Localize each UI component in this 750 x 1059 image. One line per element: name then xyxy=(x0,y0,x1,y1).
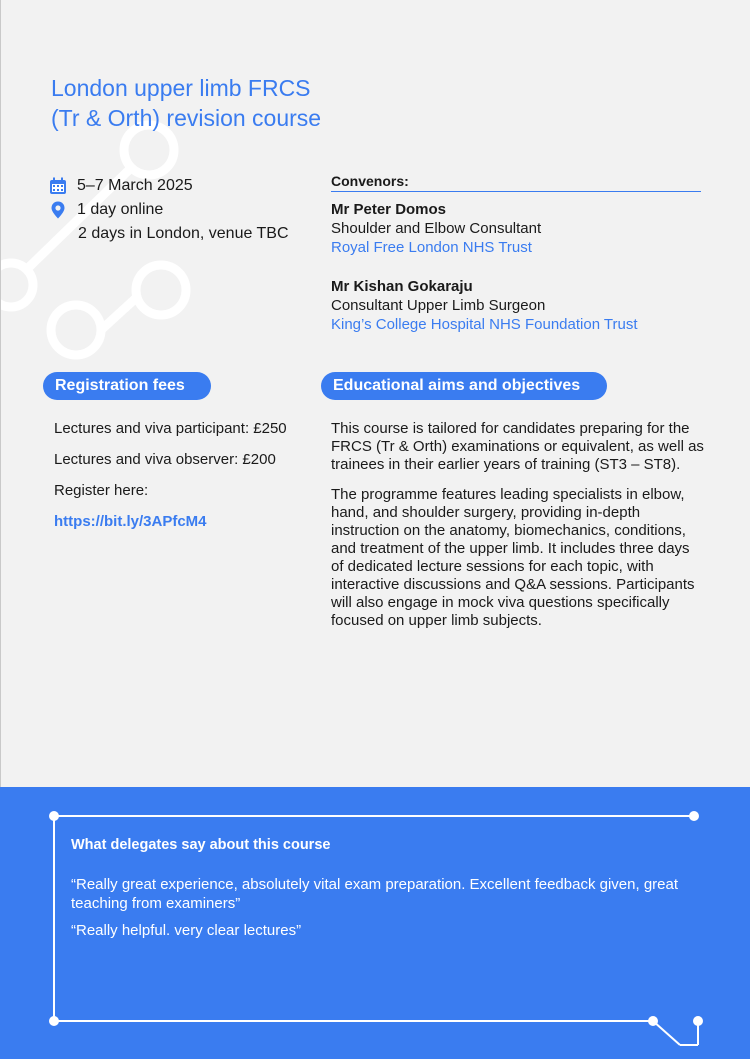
convenor-2 xyxy=(331,277,701,334)
convenors-section xyxy=(331,173,701,334)
event-date-row xyxy=(49,177,193,195)
map-pin-icon xyxy=(49,201,67,219)
course-title-line1: London upper limb FRCS xyxy=(51,75,311,101)
course-title-line2: (Tr & Orth) revision course xyxy=(51,105,322,131)
fee-participant: Lectures and viva participant: £250 xyxy=(54,420,287,437)
event-location-row xyxy=(49,201,163,219)
register-label: Register here: xyxy=(54,482,149,499)
event-location-online: 1 day online xyxy=(77,201,164,218)
event-date: 5–7 March 2025 xyxy=(77,177,193,194)
convenor-1 xyxy=(331,200,701,257)
testimonials-section xyxy=(0,787,750,1059)
educational-aims-text xyxy=(331,420,706,642)
course-title xyxy=(51,73,471,133)
convenor-name: Mr Kishan Gokaraju xyxy=(331,278,473,295)
testimonials-heading: What delegates say about this course xyxy=(71,837,331,853)
aims-paragraph-2: The programme features leading specialists in elbow, hand, and shoulder surgery, providing in-depth instruction on the anatomy, biomechanics, conditions, and treatment of the upper limb. It includes three days of dedicated lecture sessions for each topic, with interactive discussions and Q&A sessions. Participants will also engage in mock viva questions specifically focused on upper limb subjects. xyxy=(331,486,695,629)
registration-fees-list xyxy=(54,420,287,544)
registration-link[interactable]: https://bit.ly/3APfcM4 xyxy=(54,513,207,530)
convenor-organisation: King’s College Hospital NHS Foundation Trust xyxy=(331,316,638,333)
convenor-role: Shoulder and Elbow Consultant xyxy=(331,220,542,237)
convenor-organisation: Royal Free London NHS Trust xyxy=(331,239,532,256)
convenor-role: Consultant Upper Limb Surgeon xyxy=(331,297,546,314)
educational-aims-heading: Educational aims and objectives xyxy=(321,372,607,400)
convenors-heading: Convenors: xyxy=(331,173,701,192)
event-location-london: 2 days in London, venue TBC xyxy=(78,225,289,242)
testimonial-quote: “Really helpful. very clear lectures” xyxy=(71,922,302,939)
testimonial-quote: “Really great experience, absolutely vital exam preparation. Excellent feedback given, great teaching from examiners” xyxy=(71,876,679,912)
fee-observer: Lectures and viva observer: £200 xyxy=(54,451,276,468)
aims-paragraph-1: This course is tailored for candidates preparing for the FRCS (Tr & Orth) examinations or equivalent, as well as trainees in their earlier years of training (ST3 – ST8). xyxy=(331,420,704,473)
convenor-name: Mr Peter Domos xyxy=(331,201,447,218)
registration-fees-heading: Registration fees xyxy=(43,372,211,400)
calendar-icon xyxy=(49,177,67,195)
